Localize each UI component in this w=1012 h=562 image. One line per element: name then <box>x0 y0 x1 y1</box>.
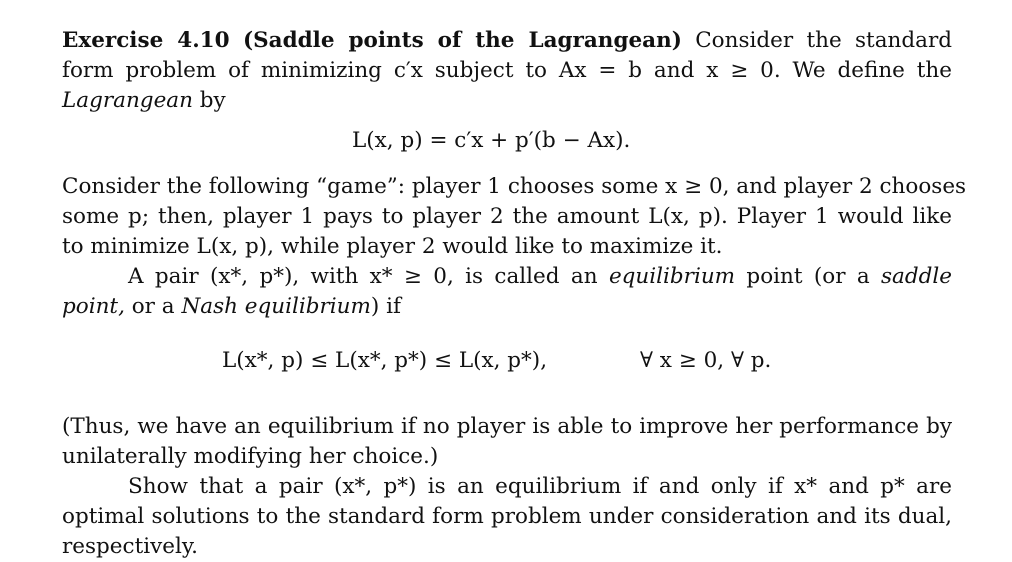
saddle-inequality: L(x*, p) ≤ L(x*, p*) ≤ L(x, p*), <box>222 348 548 373</box>
point-term: point, <box>62 294 125 319</box>
thus-line-1: (Thus, we have an equilibrium if no player is able to improve her performance by <box>62 414 952 439</box>
pair-text-d: ) if <box>370 294 401 319</box>
game-line-3: to minimize L(x, p), while player 2 would like to maximize it. <box>62 234 723 259</box>
pair-line-1 <box>62 262 952 292</box>
game-line-2: some p; then, player 1 pays to player 2 the amount L(x, p). Player 1 would like <box>62 204 952 229</box>
pair-text-a: A pair (x*, p*), with x* ≥ 0, is called an <box>128 264 609 289</box>
equilibrium-term: equilibrium <box>608 264 736 289</box>
exercise-intro-text: Consider the standard <box>695 28 952 53</box>
exercise-heading-line <box>62 26 952 56</box>
pair-line-2 <box>62 292 952 322</box>
saddle-term: saddle <box>881 264 952 289</box>
saddle-quantifier: ∀ x ≥ 0, ∀ p. <box>640 348 772 373</box>
show-line-3: respectively. <box>62 534 198 559</box>
thus-paragraph <box>62 412 952 472</box>
pair-text-b: point (or a <box>735 264 882 289</box>
game-paragraph <box>62 172 967 262</box>
lagrangean-by: by <box>192 88 226 113</box>
pair-paragraph <box>62 262 952 322</box>
exercise-line-3 <box>62 86 952 116</box>
show-line-2: optimal solutions to the standard form problem under consideration and its dual, <box>62 504 952 529</box>
exercise-title: (Saddle points of the Lagrangean) <box>242 28 682 53</box>
lagrangean-term: Lagrangean <box>62 88 193 113</box>
exercise-number: Exercise 4.10 <box>62 28 230 53</box>
game-line-1: Consider the following “game”: player 1 chooses some x ≥ 0, and player 2 chooses <box>62 174 967 199</box>
pair-text-c: or a <box>124 294 182 319</box>
thus-line-2: unilaterally modifying her choice.) <box>62 444 439 469</box>
nash-term: Nash equilibrium <box>181 294 371 319</box>
saddle-condition <box>222 346 772 376</box>
show-paragraph <box>62 472 952 562</box>
exercise-intro <box>62 26 952 116</box>
show-line-1: Show that a pair (x*, p*) is an equilibrium if and only if x* and p* are <box>128 474 952 499</box>
lagrangean-equation: L(x, p) = c′x + p′(b − Ax). <box>352 128 631 153</box>
exercise-line-2: form problem of minimizing c′x subject to Ax = b and x ≥ 0. We define the <box>62 58 952 83</box>
